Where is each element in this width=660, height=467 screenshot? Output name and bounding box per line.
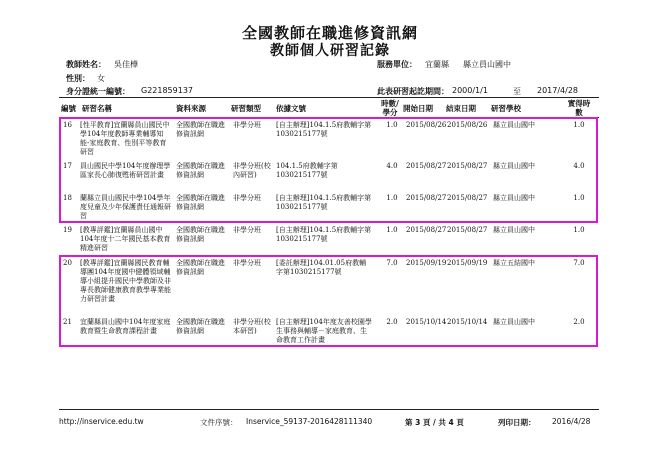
col-header-no: 編號	[61, 104, 76, 113]
row16-doc: [自主辦理]104.1.5府教輔字第1030215177號	[276, 121, 372, 138]
row21-school: 縣立員山國中	[493, 318, 535, 326]
row17-name: 員山國民中學104年度辦理學區家長心肺復甦術研習計畫	[80, 162, 171, 179]
table-bottom-rule	[59, 409, 599, 410]
row21-type: 非學分班(校本研習)	[233, 318, 271, 335]
row21-earned: 2.0	[573, 318, 585, 326]
row21-start: 2015/10/14	[406, 318, 447, 326]
row21-source: 全國教師在職進修資訊網	[176, 318, 225, 335]
col-header-name: 研習名稱	[82, 104, 112, 113]
col-header-type: 研習類型	[231, 104, 261, 113]
id-value: G221859137	[141, 86, 194, 95]
col-header-doc: 依據文號	[276, 104, 306, 113]
row16-school: 縣立員山國中	[493, 121, 535, 129]
row19-name: [教專評鑑]宜蘭縣員山國中104年度十二年國民基本教育精進研習	[80, 226, 171, 252]
row19-earned: 1.0	[573, 226, 585, 234]
row20-type: 非學分班	[233, 259, 261, 267]
row19-start: 2015/08/27	[406, 226, 447, 234]
row20-end: 2015/09/19	[447, 259, 488, 267]
row16-name: [性平教育]宜蘭縣員山國民中學104年度教師專業輔導知能-家庭教育、性別平等教育研習	[80, 121, 170, 156]
row16-end: 2015/08/26	[447, 121, 488, 129]
row21-no: 21	[63, 318, 72, 326]
row18-earned: 1.0	[573, 194, 585, 202]
row18-hours: 1.0	[386, 194, 398, 202]
table-top-rule	[59, 97, 599, 98]
name-label: 教師姓名：	[66, 60, 106, 69]
period-start: 2000/1/1	[452, 86, 488, 95]
row17-earned: 4.0	[573, 162, 585, 170]
col-header-school: 研習學校	[491, 104, 521, 113]
row17-doc: 104.1.5府教輔字第1030215177號	[276, 162, 338, 179]
row19-source: 全國教師在職進修資訊網	[176, 226, 225, 243]
row18-school: 縣立員山國中	[493, 194, 535, 202]
col-header-hours: 時數/學分	[381, 99, 399, 117]
row21-end: 2015/10/14	[447, 318, 488, 326]
row20-earned: 7.0	[573, 259, 585, 267]
row17-end: 2015/08/27	[447, 162, 488, 170]
row20-source: 全國教師在職進修資訊網	[176, 259, 225, 276]
row18-end: 2015/08/27	[447, 194, 488, 202]
row16-source: 全國教師在職進修資訊網	[176, 121, 225, 138]
row20-doc: [委託辦理]104.01.05府教輔字第1030215177號	[276, 259, 367, 276]
footer-print-value: 2016/4/28	[552, 417, 591, 426]
footer-doc-value: Inservice_59137-2016428111340	[246, 417, 373, 426]
row16-earned: 1.0	[573, 121, 585, 129]
row17-type: 非學分班(校內研習)	[233, 162, 271, 179]
row21-hours: 2.0	[386, 318, 398, 326]
row17-hours: 4.0	[386, 162, 398, 170]
gender-label: 性別：	[66, 74, 90, 83]
row19-end: 2015/08/27	[447, 226, 488, 234]
row20-name: [教專評鑑]宜蘭縣國民教育輔導團104年度國中健體領域輔導小組提升國民中學教師及非專長教師健康教育教學專業能力研習計畫	[80, 259, 171, 303]
row18-name: 蘭縣立員山國民中學104學年度兒童及少年保護責任通報研習	[80, 194, 171, 220]
row20-school: 縣立五結國中	[493, 259, 535, 267]
unit-county: 宜蘭縣	[425, 60, 449, 69]
unit-label: 服務單位：	[377, 60, 417, 69]
row16-start: 2015/08/26	[406, 121, 447, 129]
page-subtitle: 教師個人研習記錄	[270, 43, 390, 59]
footer-print-label: 列印日期：	[498, 418, 536, 427]
name-value: 吳佳樺	[114, 60, 138, 69]
row19-doc: [自主辦理]104.1.5府教輔字第1030215177號	[276, 226, 372, 243]
row20-hours: 7.0	[386, 259, 398, 267]
row16-type: 非學分班	[233, 121, 261, 129]
row16-no: 16	[63, 121, 72, 129]
col-header-start: 開始日期	[403, 104, 433, 113]
col-header-earned: 實得時數	[567, 99, 591, 117]
highlight-box-rows-20-21	[59, 255, 598, 347]
row19-hours: 1.0	[386, 226, 398, 234]
highlight-box-rows-16-18	[59, 117, 598, 223]
row17-source: 全國教師在職進修資訊網	[176, 162, 225, 179]
row20-start: 2015/09/19	[406, 259, 447, 267]
row18-no: 18	[63, 194, 72, 202]
row21-doc: [自主辦理]104年度友善校園學生事務與輔導－家庭教育、生命教育工作計畫	[276, 318, 372, 344]
row18-start: 2015/08/27	[406, 194, 447, 202]
row19-school: 縣立員山國中	[493, 226, 535, 234]
row18-type: 非學分班	[233, 194, 261, 202]
row17-school: 縣立員山國中	[493, 162, 535, 170]
row16-hours: 1.0	[386, 121, 398, 129]
id-label: 身分證統一編號：	[66, 87, 130, 96]
col-header-source: 資料來源	[176, 104, 206, 113]
row19-no: 19	[63, 226, 72, 234]
row20-no: 20	[63, 259, 72, 267]
row17-no: 17	[63, 162, 72, 170]
gender-value: 女	[97, 74, 105, 83]
unit-school: 縣立員山國中	[463, 60, 511, 69]
row21-name: 宜蘭縣員山國中104年度家庭教育暨生命教育課程計畫	[80, 318, 171, 335]
period-sep: 至	[513, 87, 521, 96]
footer-doc-label: 文件序號：	[200, 418, 238, 427]
row18-doc: [自主辦理]104.1.5府教輔字第1030215177號	[276, 194, 372, 211]
period-label: 此表研習起訖期間：	[377, 87, 449, 96]
row19-type: 非學分班	[233, 226, 261, 234]
period-end: 2017/4/28	[537, 86, 579, 95]
row18-source: 全國教師在職進修資訊網	[176, 194, 225, 211]
row17-start: 2015/08/27	[406, 162, 447, 170]
page-title: 全國教師在職進修資訊網	[241, 24, 418, 42]
footer-page: 第 3 頁 / 共 4 頁	[405, 418, 464, 427]
footer-url: http://inservice.edu.tw	[59, 417, 144, 426]
col-header-end: 結束日期	[446, 104, 476, 113]
